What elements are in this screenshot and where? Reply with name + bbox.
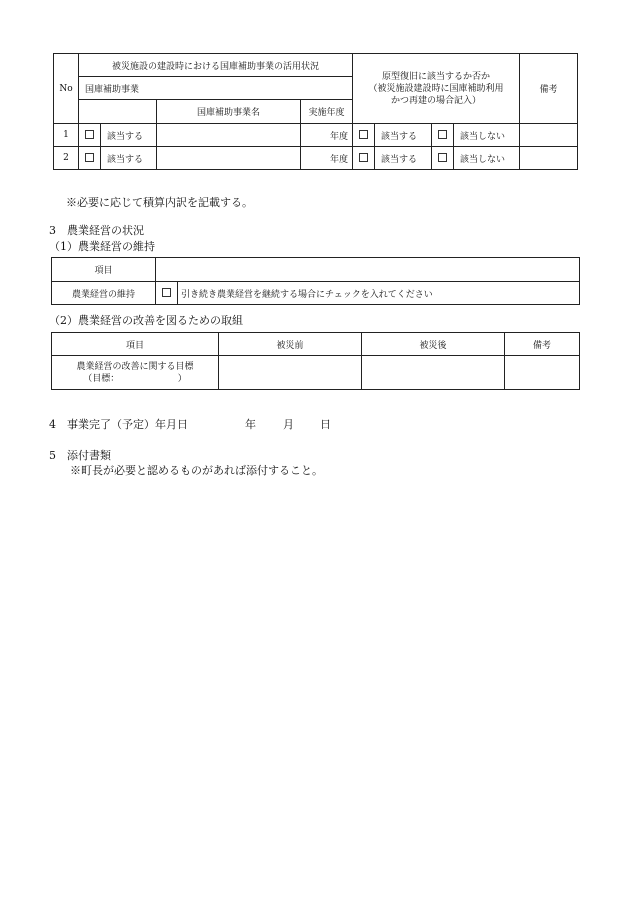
- yes-checkbox[interactable]: [353, 147, 375, 170]
- restoration-header: [353, 54, 520, 124]
- remarks-cell[interactable]: [520, 147, 578, 170]
- t2-item-header: 項目: [52, 258, 156, 282]
- t3-row-label: [52, 356, 219, 390]
- blank-cell: [79, 100, 157, 124]
- continue-farming-checkbox[interactable]: [156, 282, 178, 305]
- section5-title: 5 添付書類: [49, 449, 111, 462]
- t2-header-blank: [156, 258, 580, 282]
- year-header: 実施年度: [301, 100, 353, 124]
- section3-sub2: （2）農業経営の改善を図るための取組: [49, 314, 243, 327]
- yes-label: 該当する: [375, 147, 432, 170]
- year-cell[interactable]: 年度: [301, 147, 353, 170]
- t3-row-label-line2[interactable]: （目標： ）: [83, 373, 187, 384]
- applies-label: 該当する: [101, 124, 157, 147]
- continue-farming-text: 引き続き農業経営を継続する場合にチェックを入れてください: [178, 282, 580, 305]
- subsidy-usage-header: 被災施設の建設時における国庫補助事業の活用状況: [79, 54, 353, 77]
- month-label: 月: [283, 418, 294, 431]
- restoration-header-line2: （被災施設建設時に国庫補助利用: [368, 83, 504, 94]
- no-header: No: [54, 54, 79, 124]
- t2-row-label: 農業経営の維持: [52, 282, 156, 305]
- t3-row-label-line1: 農業経営の改善に関する目標: [76, 361, 194, 372]
- applies-label: 該当する: [101, 147, 157, 170]
- no-checkbox[interactable]: [432, 124, 454, 147]
- year-label: 年: [245, 418, 256, 431]
- section3-title: 3 農業経営の状況: [49, 224, 144, 237]
- yes-checkbox[interactable]: [353, 124, 375, 147]
- restoration-header-line1: 原型復旧に該当するか否か: [382, 71, 491, 82]
- project-name-cell[interactable]: [157, 124, 301, 147]
- remarks-header: 備考: [520, 54, 578, 124]
- after-cell[interactable]: [362, 356, 505, 390]
- farm-maintenance-table: [51, 257, 580, 305]
- yes-label: 該当する: [375, 124, 432, 147]
- farm-improvement-table: [51, 332, 580, 390]
- table-row: [54, 147, 578, 170]
- subsidy-project-label: 国庫補助事業: [79, 77, 353, 100]
- estimate-note: ※必要に応じて積算内訳を記載する。: [66, 196, 253, 209]
- t3-after-header: 被災後: [362, 333, 505, 356]
- t3-remarks-cell[interactable]: [505, 356, 580, 390]
- applies-checkbox[interactable]: [79, 147, 101, 170]
- year-cell[interactable]: 年度: [301, 124, 353, 147]
- row-number: 1: [54, 124, 79, 147]
- no-label: 該当しない: [454, 124, 520, 147]
- attachment-note: ※町長が必要と認めるものがあれば添付すること。: [70, 464, 323, 477]
- no-label: 該当しない: [454, 147, 520, 170]
- applies-checkbox[interactable]: [79, 124, 101, 147]
- t3-item-header: 項目: [52, 333, 219, 356]
- row-number: 2: [54, 147, 79, 170]
- t3-remarks-header: 備考: [505, 333, 580, 356]
- completion-date-label: 4 事業完了（予定）年月日: [49, 418, 188, 431]
- table-row: [54, 124, 578, 147]
- remarks-cell[interactable]: [520, 124, 578, 147]
- subsidy-usage-table: [53, 53, 578, 170]
- section3-sub1: （1）農業経営の維持: [49, 240, 155, 253]
- project-name-header: 国庫補助事業名: [157, 100, 301, 124]
- t3-before-header: 被災前: [219, 333, 362, 356]
- restoration-header-line3: かつ再建の場合記入）: [391, 95, 482, 106]
- before-cell[interactable]: [219, 356, 362, 390]
- day-label: 日: [320, 418, 331, 431]
- project-name-cell[interactable]: [157, 147, 301, 170]
- no-checkbox[interactable]: [432, 147, 454, 170]
